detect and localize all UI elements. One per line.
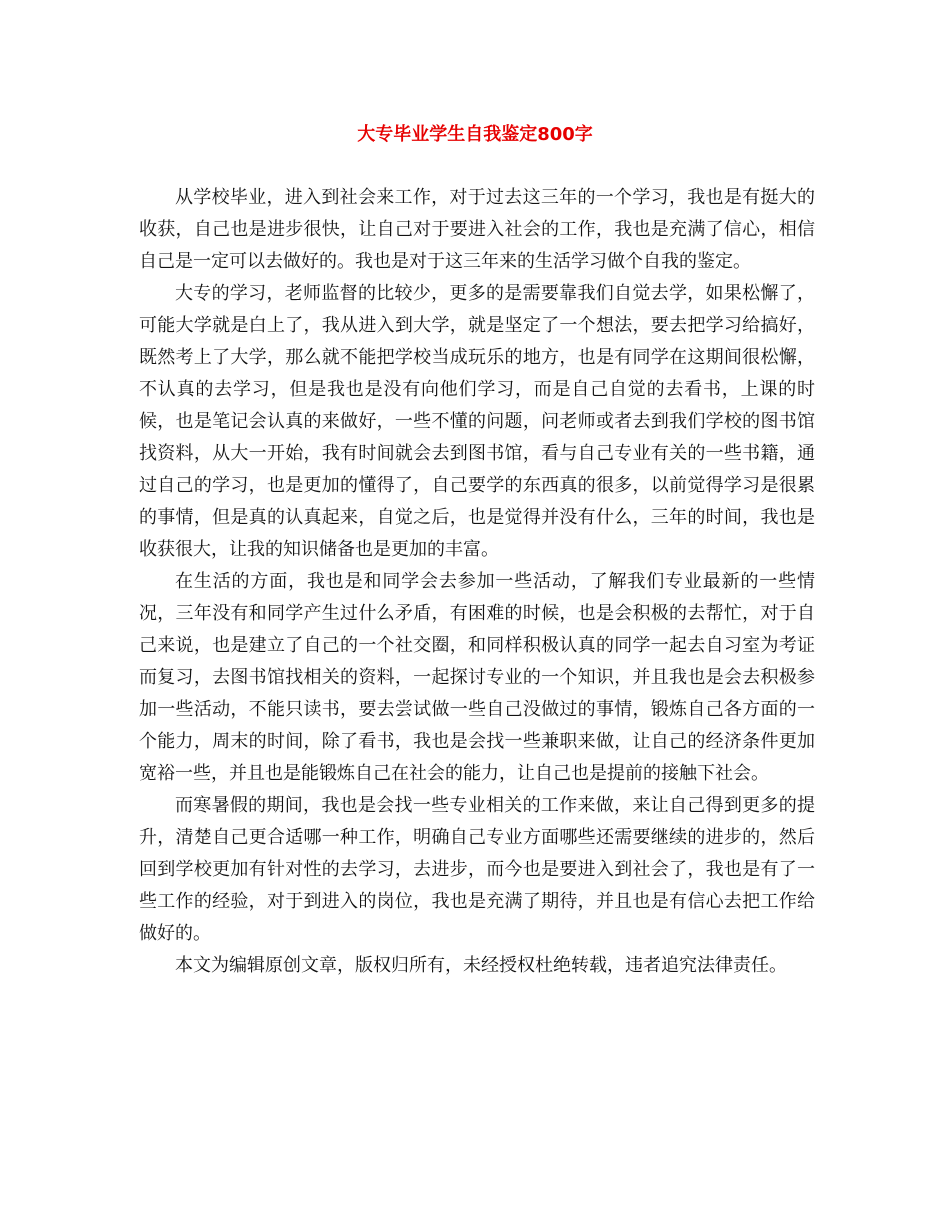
paragraph-intro: 从学校毕业，进入到社会来工作，对于过去这三年的一个学习，我也是有挺大的收获，自己也是进步很快，让自己对于要进入社会的工作，我也是充满了信心，相信自己是一定可以去做好的。我也是对于这三年来的生活学习做个自我的鉴定。 <box>139 187 815 272</box>
document-body <box>139 182 815 982</box>
document-title: 大专毕业学生自我鉴定800字 <box>357 124 593 145</box>
paragraph-life: 在生活的方面，我也是和同学会去参加一些活动，了解我们专业最新的一些情况，三年没有和同学产生过什么矛盾，有困难的时候，也是会积极的去帮忙，对于自己来说，也是建立了自己的一个社交圈，和同样积极认真的同学一起去自习室为考证而复习，去图书馆找相关的资料，一起探讨专业的一个知识，并且我也是会去积极参加一些活动，不能只读书，要去尝试做一些自己没做过的事情，锻炼自己各方面的一个能力，周末的时间，除了看书，我也是会找一些兼职来做，让自己的经济条件更加宽裕一些，并且也是能锻炼自己在社会的能力，让自己也是提前的接触下社会。 <box>139 571 815 784</box>
paragraph-study: 大专的学习，老师监督的比较少，更多的是需要靠我们自觉去学，如果松懈了，可能大学就是白上了，我从进入到大学，就是坚定了一个想法，要去把学习给搞好，既然考上了大学，那么就不能把学校当成玩乐的地方，也是有同学在这期间很松懈，不认真的去学习，但是我也是没有向他们学习，而是自己自觉的去看书，上课的时候，也是笔记会认真的来做好，一些不懂的问题，问老师或者去到我们学校的图书馆找资料，从大一开始，我有时间就会去到图书馆，看与自己专业有关的一些书籍，通过自己的学习，也是更加的懂得了，自己要学的东西真的很多，以前觉得学习是很累的事情，但是真的认真起来，自觉之后，也是觉得并没有什么，三年的时间，我也是收获很大，让我的知识储备也是更加的丰富。 <box>139 283 815 560</box>
paragraph-copyright: 本文为编辑原创文章，版权归所有，未经授权杜绝转载，违者追究法律责任。 <box>175 955 787 976</box>
paragraph-vacation: 而寒暑假的期间，我也是会找一些专业相关的工作来做，来让自己得到更多的提升，清楚自己更合适哪一种工作，明确自己专业方面哪些还需要继续的进步的，然后回到学校更加有针对性的去学习，去进步，而今也是要进入到社会了，我也是有了一些工作的经验，对于到进入的岗位，我也是充满了期待，并且也是有信心去把工作给做好的。 <box>139 795 815 944</box>
